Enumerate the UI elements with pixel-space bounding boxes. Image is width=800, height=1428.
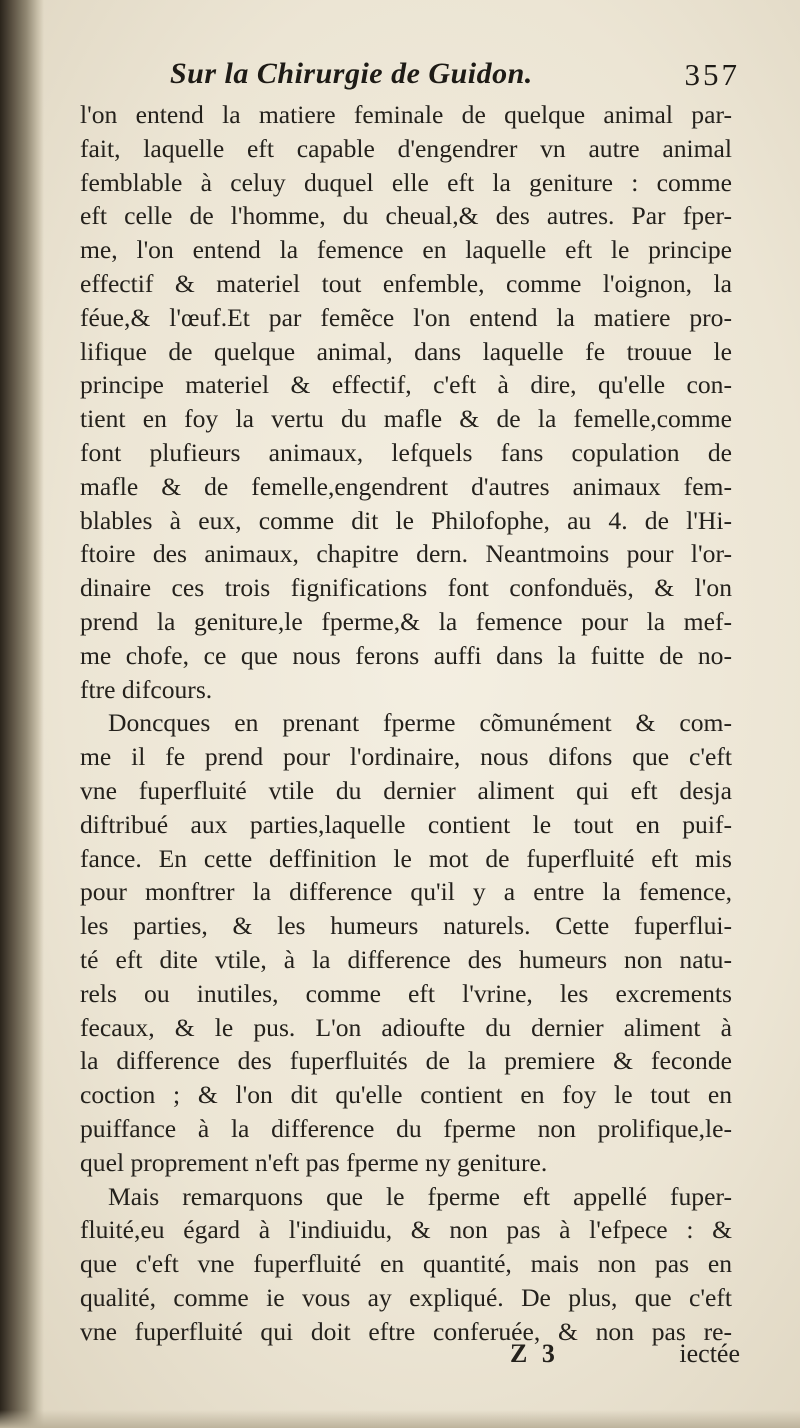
text-line: fecaux, & le pus. L'on adioufte du dernier aliment à xyxy=(80,1012,732,1042)
text-line: féue,& l'œuf.Et par femẽce l'on entend la matiere pro- xyxy=(80,302,732,332)
text-line: fance. En cette deffinition le mot de fuperfluité eft mis xyxy=(80,843,732,873)
text-line: les parties, & les humeurs naturels. Cette fuperflui- xyxy=(80,911,732,941)
signature-mark: Z 3 xyxy=(510,1339,559,1368)
text-line: tient en foy la vertu du mafle & de la femelle,comme xyxy=(80,404,732,434)
text-line: vne fuperfluité qui doit eftre conferuée, & non pas re- xyxy=(80,1316,732,1346)
text-line: vne fuperfluité vtile du dernier aliment qui eft desja xyxy=(80,775,732,805)
text-line: eft celle de l'homme, du cheual,& des autres. Par fper- xyxy=(80,201,732,231)
text-line: principe materiel & effectif, c'eft à dire, qu'elle con- xyxy=(80,370,732,400)
text-line: me il fe prend pour l'ordinaire, nous difons que c'eft xyxy=(80,742,732,772)
running-title: Sur la Chirurgie de Guidon. xyxy=(170,57,533,90)
text-line: l'on entend la matiere feminale de quelque animal par- xyxy=(80,100,732,129)
text-line: fluité,eu égard à l'indiuidu, & non pas à l'efpece : & xyxy=(80,1215,732,1245)
text-line: ftoire des animaux, chapitre dern. Neantmoins pour l'or- xyxy=(80,539,732,569)
page-header xyxy=(170,55,740,101)
binding-gutter xyxy=(0,0,44,1428)
text-line: coction ; & l'on dit qu'elle contient en foy le tout en xyxy=(80,1080,732,1110)
text-line: puiffance à la difference du fperme non prolifique,le- xyxy=(80,1113,732,1143)
text-line: té eft dite vtile, à la difference des humeurs non natu- xyxy=(80,944,732,974)
text-line: pour monftrer la difference qu'il y a entre la femence, xyxy=(80,877,732,907)
text-line: mafle & de femelle,engendrent d'autres animaux fem- xyxy=(80,471,732,501)
text-line: diftribué aux parties,laquelle contient le tout en puif- xyxy=(80,809,732,839)
page-edge-shade xyxy=(0,1410,800,1428)
page-footer xyxy=(500,1339,740,1375)
catchword: iectée xyxy=(679,1339,740,1368)
text-line: qualité, comme ie vous ay expliqué. De plus, que c'eft xyxy=(80,1282,732,1312)
text-line: la difference des fuperfluités de la premiere & feconde xyxy=(80,1046,732,1076)
body-text xyxy=(80,98,732,1348)
page-number: 357 xyxy=(684,57,740,92)
text-line: effectif & materiel tout enfemble, comme l'oignon, la xyxy=(80,268,732,298)
text-line: blables à eux, comme dit le Philofophe, au 4. de l'Hi- xyxy=(80,505,732,535)
text-line: dinaire ces trois fignifications font confonduës, & l'on xyxy=(80,573,732,603)
text-line: femblable à celuy duquel elle eft la geniture : comme xyxy=(80,167,732,197)
text-line: ftre difcours. xyxy=(80,674,213,704)
text-line: prend la geniture,le fperme,& la femence pour la mef- xyxy=(80,606,732,636)
text-line: que c'eft vne fuperfluité en quantité, mais non pas en xyxy=(80,1249,732,1279)
text-line: Doncques en prenant fperme cõmunément & com- xyxy=(108,708,732,738)
text-line: lifique de quelque animal, dans laquelle fe trouue le xyxy=(80,336,732,366)
text-line: font plufieurs animaux, lefquels fans copulation de xyxy=(80,437,732,467)
text-line: quel proprement n'eft pas fperme ny geniture. xyxy=(80,1147,548,1177)
text-line: fait, laquelle eft capable d'engendrer vn autre animal xyxy=(80,133,732,163)
text-line: rels ou inutiles, comme eft l'vrine, les excrements xyxy=(80,978,732,1008)
text-line: Mais remarquons que le fperme eft appellé fuper- xyxy=(108,1181,732,1211)
text-line: me, l'on entend la femence en laquelle eft le principe xyxy=(80,235,732,265)
text-line: me chofe, ce que nous ferons auffi dans la fuitte de no- xyxy=(80,640,732,670)
